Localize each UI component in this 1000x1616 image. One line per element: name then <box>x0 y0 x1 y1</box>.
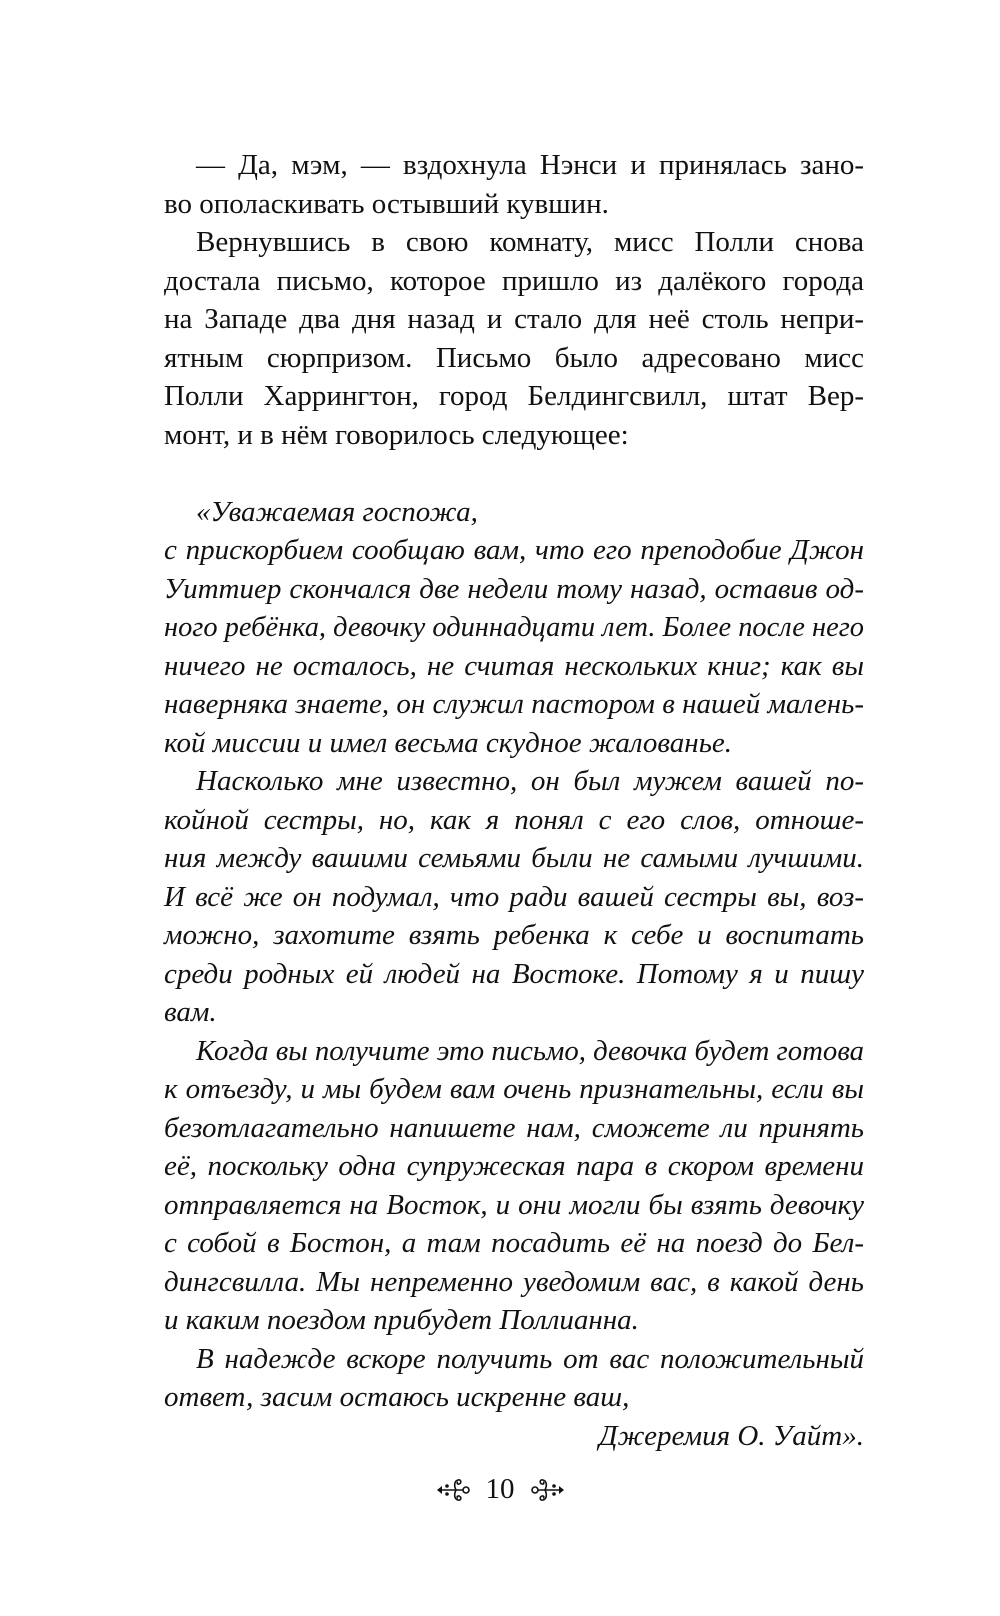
text-line-content: безотлагательно напишете нам, сможете ли принять <box>164 1111 864 1144</box>
fleuron-left-icon <box>436 1477 472 1503</box>
text-line-content: ния между вашими семьями были не самыми лучшими. <box>164 842 864 874</box>
text-line-content: с прискорбием сообщаю вам, что его преподобие Джон <box>164 534 864 566</box>
text-line <box>164 339 864 378</box>
text-line-content: ятным сюрпризом. Письмо было адресовано мисс <box>164 341 864 374</box>
text-line-content: Когда вы получите это письмо, девочка будет готова <box>196 1034 864 1067</box>
letter-line <box>164 1070 864 1109</box>
letter-line <box>164 1186 864 1225</box>
letter-line <box>164 955 864 994</box>
text-line-content: кой миссии и имел весьма скудное жалованье. <box>164 726 733 759</box>
text-line-content: достала письмо, которое пришло из далёкого города <box>164 264 864 297</box>
letter-line <box>164 801 864 840</box>
text-line-content: В надежде вскоре получить от вас положительный <box>196 1342 864 1375</box>
letter-line <box>164 608 864 647</box>
letter-line <box>164 570 864 609</box>
letter-line <box>164 1032 864 1071</box>
text-line-content: Насколько мне известно, он был мужем вашей по- <box>196 765 864 797</box>
letter-line <box>164 531 864 570</box>
text-line-content: ничего не осталось, не считая нескольких книг; как вы <box>164 649 864 682</box>
text-line-content: с собой в Бостон, а там посадить её на поезд до Бел- <box>164 1227 864 1259</box>
letter-line <box>164 1340 864 1379</box>
text-line-content: — Да, мэм, — вздохнула Нэнси и принялась зано- <box>196 149 864 181</box>
letter-line <box>164 1301 864 1340</box>
letter-line <box>164 762 864 801</box>
text-line <box>164 223 864 262</box>
text-line-content: «Уважаемая госпожа, <box>196 495 478 528</box>
text-line-content: отправляется на Восток, и они могли бы взять девочку <box>164 1188 864 1221</box>
text-line-content: монт, и в нём говорилось следующее: <box>164 418 629 451</box>
text-line-content: ного ребёнка, девочку одиннадцати лет. Более после него <box>164 611 864 643</box>
letter-line <box>164 1224 864 1263</box>
letter-line <box>164 724 864 763</box>
letter-line <box>164 1378 864 1417</box>
text-line-content: и каким поездом прибудет Поллианна. <box>164 1304 639 1336</box>
letter-signature <box>164 1417 864 1456</box>
text-line-content: Полли Харрингтон, город Белдингсвилл, штат Вер- <box>164 380 864 412</box>
blank-line <box>164 454 864 493</box>
text-line <box>164 262 864 301</box>
letter-line <box>164 993 864 1032</box>
text-line-content: Уиттиер скончался две недели тому назад, оставив од- <box>164 572 864 605</box>
text-line-content: ответ, засим остаюсь искренне ваш, <box>164 1381 630 1413</box>
text-line <box>164 146 864 185</box>
fleuron-right-icon <box>529 1477 565 1503</box>
text-line-content: на Западе два дня назад и стало для неё столь непри- <box>164 303 864 335</box>
letter-line <box>164 878 864 917</box>
text-line-content: вам. <box>164 996 217 1028</box>
letter-line <box>164 1147 864 1186</box>
text-line-content: наверняка знаете, он служил пастором в нашей малень- <box>164 688 864 720</box>
letter-line <box>164 647 864 686</box>
text-line-content: к отъезду, и мы будем вам очень признательны, если вы <box>164 1073 864 1105</box>
page-text <box>164 146 864 1455</box>
letter-line <box>164 1263 864 1302</box>
text-line-content: дингсвилла. Мы непременно уведомим вас, в какой день <box>164 1265 864 1298</box>
page-footer <box>0 1473 1000 1506</box>
page-number: 10 <box>485 1473 515 1505</box>
text-line-content: можно, захотите взять ребенка к себе и воспитать <box>164 919 864 951</box>
text-line-content: во ополаскивать остывший кувшин. <box>164 187 609 220</box>
text-line-content: И всё же он подумал, что ради вашей сестры вы, воз- <box>164 880 864 913</box>
letter-line <box>164 839 864 878</box>
text-line-content: Вернувшись в свою комнату, мисс Полли снова <box>196 226 864 258</box>
text-line-content: её, поскольку одна супружеская пара в скором времени <box>164 1150 864 1182</box>
letter-line <box>164 685 864 724</box>
letter-line <box>164 916 864 955</box>
text-line <box>164 300 864 339</box>
letter-line <box>164 1109 864 1148</box>
text-line <box>164 416 864 455</box>
text-line <box>164 185 864 224</box>
text-line-content: Джеремия О. Уайт». <box>599 1419 864 1452</box>
text-line-content: койной сестры, но, как я понял с его слов, отноше- <box>164 803 864 836</box>
letter-salutation <box>164 493 864 532</box>
text-line-content: среди родных ей людей на Востоке. Потому я и пишу <box>164 957 864 990</box>
text-line <box>164 377 864 416</box>
